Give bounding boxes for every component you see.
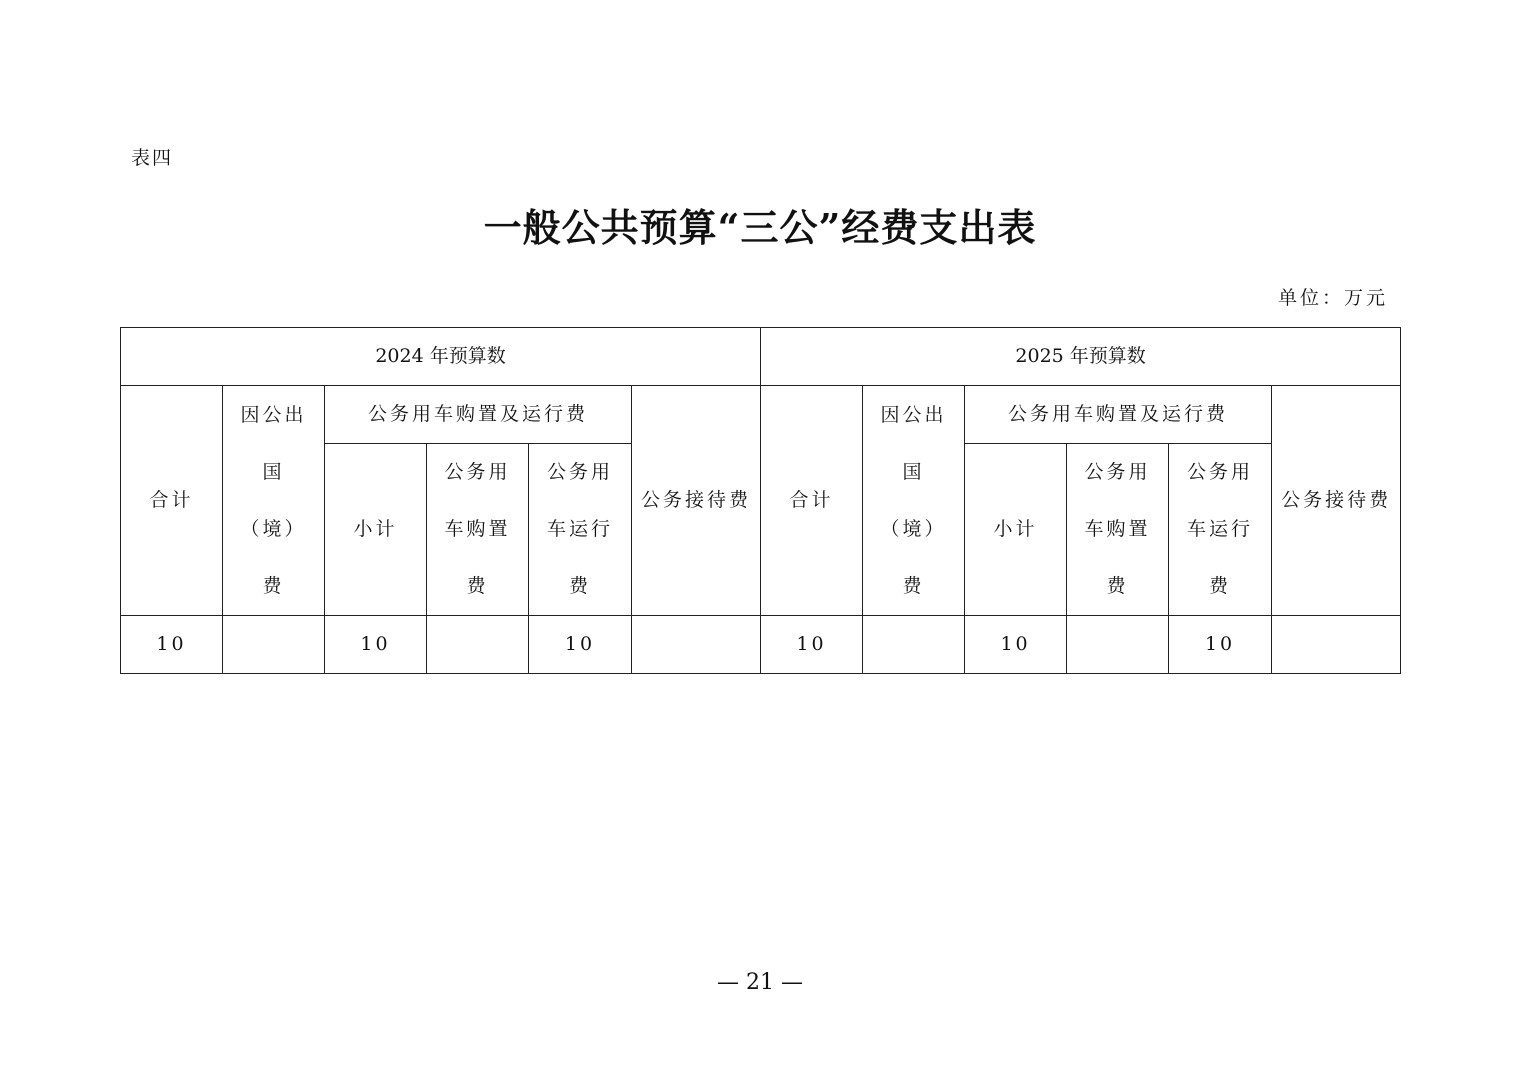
value-reception-2024 xyxy=(632,616,761,674)
year-heading-2024: 2024 年预算数 xyxy=(121,328,761,386)
header-operation-line: 车运行 xyxy=(546,518,613,540)
header-purchase-line: 车购置 xyxy=(444,518,511,540)
header-abroad-line: 因公出 xyxy=(240,403,307,426)
table-label: 表四 xyxy=(131,147,174,169)
header-abroad-line: 费 xyxy=(262,574,285,597)
column-header-row xyxy=(121,386,1401,444)
header-purchase-line: 费 xyxy=(466,575,489,597)
document-title: 一般公共预算“三公”经费支出表 xyxy=(483,205,1037,250)
header-abroad-line: 国 xyxy=(902,460,925,483)
header-subtotal-2025: 小计 xyxy=(965,444,1067,616)
header-purchase-line: 公务用 xyxy=(1084,461,1151,483)
header-purchase-line: 车购置 xyxy=(1084,518,1151,540)
value-total-2024: 10 xyxy=(121,616,223,674)
header-purchase-line: 公务用 xyxy=(444,461,511,483)
header-abroad-2025 xyxy=(863,386,965,616)
header-operation-line: 车运行 xyxy=(1187,518,1254,540)
value-abroad-2024 xyxy=(223,616,325,674)
value-operation-2024: 10 xyxy=(529,616,632,674)
header-vehicle-group-2025: 公务用车购置及运行费 xyxy=(965,386,1272,444)
header-subtotal-2024: 小计 xyxy=(325,444,427,616)
value-reception-2025 xyxy=(1272,616,1401,674)
header-total-2025: 合计 xyxy=(761,386,863,616)
header-abroad-line: 费 xyxy=(902,574,925,597)
value-subtotal-2024: 10 xyxy=(325,616,427,674)
header-reception-2025: 公务接待费 xyxy=(1272,386,1401,616)
header-purchase-2024 xyxy=(427,444,529,616)
unit-note: 单位：万元 xyxy=(1277,287,1388,309)
header-abroad-line: 因公出 xyxy=(880,403,947,426)
header-abroad-line: （境） xyxy=(880,517,947,540)
header-total-2024: 合计 xyxy=(121,386,223,616)
header-vehicle-group-2024: 公务用车购置及运行费 xyxy=(325,386,632,444)
header-operation-line: 费 xyxy=(568,575,591,597)
header-abroad-2024 xyxy=(223,386,325,616)
budget-table xyxy=(120,327,1401,674)
page-number: — 21 — xyxy=(717,970,803,995)
header-abroad-line: （境） xyxy=(240,517,307,540)
value-abroad-2025 xyxy=(863,616,965,674)
header-abroad-line: 国 xyxy=(262,460,285,483)
header-operation-line: 公务用 xyxy=(1187,461,1254,483)
value-total-2025: 10 xyxy=(761,616,863,674)
year-heading-2025: 2025 年预算数 xyxy=(761,328,1401,386)
header-purchase-line: 费 xyxy=(1106,575,1129,597)
header-operation-2025 xyxy=(1169,444,1272,616)
value-purchase-2025 xyxy=(1067,616,1169,674)
header-purchase-2025 xyxy=(1067,444,1169,616)
value-purchase-2024 xyxy=(427,616,529,674)
header-reception-2024: 公务接待费 xyxy=(632,386,761,616)
table-row xyxy=(121,616,1401,674)
value-subtotal-2025: 10 xyxy=(965,616,1067,674)
value-operation-2025: 10 xyxy=(1169,616,1272,674)
header-operation-line: 费 xyxy=(1209,575,1232,597)
year-heading-row xyxy=(121,328,1401,386)
header-operation-line: 公务用 xyxy=(546,461,613,483)
header-operation-2024 xyxy=(529,444,632,616)
